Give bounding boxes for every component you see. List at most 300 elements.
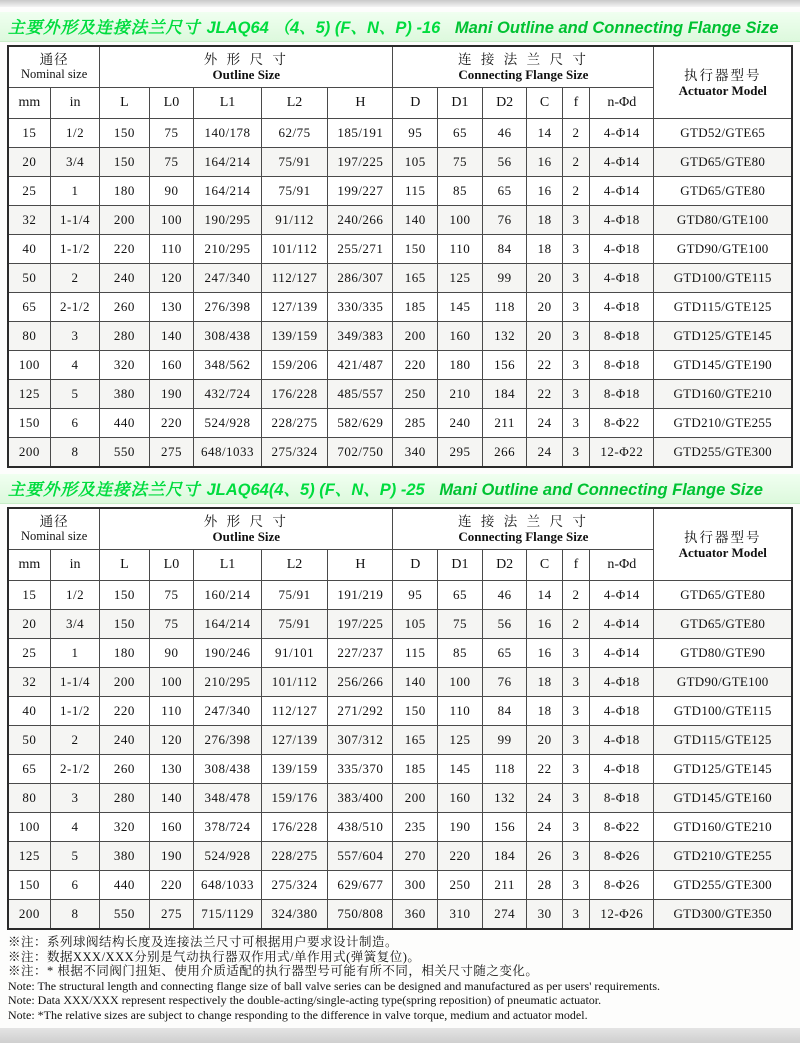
header-actuator-zh: 执行器型号 — [683, 67, 762, 83]
table-cell: 8-Φ26 — [590, 871, 654, 900]
table-cell: 3/4 — [50, 610, 99, 639]
table-cell: 240/266 — [328, 206, 393, 235]
table-cell: 3 — [562, 784, 589, 813]
table-cell: 145 — [438, 293, 483, 322]
header-actuator-model — [654, 46, 792, 119]
table-cell: 120 — [149, 264, 194, 293]
table-cell: 15 — [8, 119, 50, 148]
table-cell: 105 — [393, 610, 438, 639]
table-cell: 250 — [393, 380, 438, 409]
table-cell: 1/2 — [50, 581, 99, 610]
table-cell: 6 — [50, 409, 99, 438]
table-cell: 140 — [393, 206, 438, 235]
table-cell: 100 — [8, 813, 50, 842]
header-outline-zh: 外 形 尺 寸 — [203, 52, 289, 67]
table-cell: 159/176 — [261, 784, 328, 813]
table-cell: 4-Φ14 — [590, 177, 654, 206]
table-cell: 276/398 — [194, 293, 261, 322]
table-cell: 75/91 — [261, 177, 328, 206]
table-cell: 65 — [8, 755, 50, 784]
table-cell: 3 — [562, 726, 589, 755]
table-cell: 28 — [527, 871, 562, 900]
table-cell: 8 — [50, 900, 99, 930]
table-cell: 18 — [527, 206, 562, 235]
table-cell: 320 — [100, 813, 149, 842]
col-n-phi-d: n-Φd — [590, 88, 654, 119]
table-cell: 12-Φ26 — [590, 900, 654, 930]
table-cell: 3 — [562, 871, 589, 900]
table-cell: 274 — [482, 900, 527, 930]
table-cell: 227/237 — [328, 639, 393, 668]
table-cell: 340 — [393, 438, 438, 468]
header-nominal-zh: 通径 — [39, 514, 69, 529]
table-cell: 348/562 — [194, 351, 261, 380]
table-row — [8, 610, 792, 639]
table-cell: 32 — [8, 206, 50, 235]
table-cell: 240 — [100, 264, 149, 293]
col-L1: L1 — [194, 550, 261, 581]
table-cell: 4 — [50, 351, 99, 380]
table-body-pn25 — [8, 581, 792, 930]
table-cell: 4-Φ18 — [590, 264, 654, 293]
table-cell: 3 — [562, 438, 589, 468]
table-cell: 270 — [393, 842, 438, 871]
table-cell: 130 — [149, 755, 194, 784]
table-cell: 127/139 — [261, 726, 328, 755]
table-cell: 40 — [8, 697, 50, 726]
table-cell: 4-Φ18 — [590, 755, 654, 784]
table-cell: 140/178 — [194, 119, 261, 148]
table-cell: 300 — [393, 871, 438, 900]
title-model-code: JLAQ64 （4、5) (F、N、P) -16 — [206, 19, 441, 37]
table-cell: 2-1/2 — [50, 755, 99, 784]
table-cell: 440 — [100, 409, 149, 438]
table-cell: 310 — [438, 900, 483, 930]
table-cell: 150 — [100, 581, 149, 610]
table-cell: 3 — [562, 322, 589, 351]
table-cell: 75 — [149, 119, 194, 148]
table-cell: 164/214 — [194, 148, 261, 177]
table-cell: 4-Φ14 — [590, 148, 654, 177]
table-cell: 185/191 — [328, 119, 393, 148]
table-cell: 120 — [149, 726, 194, 755]
table-cell: 185 — [393, 293, 438, 322]
table-cell: 550 — [100, 438, 149, 468]
footnotes — [8, 935, 792, 1022]
table-cell: 184 — [482, 380, 527, 409]
actuator-model-cell: GTD300/GTE350 — [654, 900, 792, 930]
table-cell: 150 — [393, 697, 438, 726]
actuator-model-cell: GTD100/GTE115 — [654, 264, 792, 293]
table-cell: 200 — [393, 784, 438, 813]
table-row — [8, 235, 792, 264]
table-cell: 2-1/2 — [50, 293, 99, 322]
scan-top-strip — [0, 0, 800, 7]
table-cell: 3 — [562, 813, 589, 842]
actuator-model-cell: GTD80/GTE90 — [654, 639, 792, 668]
header-nominal-size — [8, 508, 100, 550]
table-cell: 378/724 — [194, 813, 261, 842]
table-cell: 275/324 — [261, 871, 328, 900]
col-D1: D1 — [438, 550, 483, 581]
table-cell: 24 — [527, 784, 562, 813]
table-cell: 421/487 — [328, 351, 393, 380]
title-en: Mani Outline and Connecting Flange Size — [439, 481, 763, 499]
table-cell: 190 — [149, 380, 194, 409]
table-row — [8, 380, 792, 409]
actuator-model-cell: GTD65/GTE80 — [654, 148, 792, 177]
table-row — [8, 581, 792, 610]
table-cell: 220 — [438, 842, 483, 871]
table-cell: 12-Φ22 — [590, 438, 654, 468]
table-cell: 85 — [438, 639, 483, 668]
table-cell: 20 — [527, 293, 562, 322]
table-cell: 211 — [482, 871, 527, 900]
table-cell: 2 — [562, 119, 589, 148]
table-cell: 100 — [149, 206, 194, 235]
table-row — [8, 813, 792, 842]
table-cell: 18 — [527, 697, 562, 726]
table-cell: 112/127 — [261, 697, 328, 726]
table-cell: 3 — [562, 264, 589, 293]
table-cell: 3 — [562, 668, 589, 697]
table-cell: 3 — [562, 755, 589, 784]
table-cell: 2 — [562, 581, 589, 610]
table-cell: 118 — [482, 755, 527, 784]
table-cell: 235 — [393, 813, 438, 842]
table-cell: 84 — [482, 697, 527, 726]
table-cell: 702/750 — [328, 438, 393, 468]
table-cell: 90 — [149, 177, 194, 206]
header-nominal-en: Nominal size — [20, 529, 88, 543]
table-cell: 4-Φ18 — [590, 726, 654, 755]
table-cell: 307/312 — [328, 726, 393, 755]
table-cell: 3/4 — [50, 148, 99, 177]
dimension-table-pn25 — [7, 507, 793, 930]
table-cell: 1-1/2 — [50, 697, 99, 726]
table-cell: 65 — [482, 639, 527, 668]
table-cell: 185 — [393, 755, 438, 784]
col-L1: L1 — [194, 88, 261, 119]
table-cell: 582/629 — [328, 409, 393, 438]
table-cell: 46 — [482, 119, 527, 148]
table-cell: 50 — [8, 726, 50, 755]
actuator-model-cell: GTD210/GTE255 — [654, 409, 792, 438]
table-cell: 95 — [393, 119, 438, 148]
table-cell: 40 — [8, 235, 50, 264]
header-flange-zh: 连 接 法 兰 尺 寸 — [457, 52, 589, 67]
table-cell: 4-Φ18 — [590, 206, 654, 235]
table-cell: 335/370 — [328, 755, 393, 784]
table-cell: 255/271 — [328, 235, 393, 264]
table-cell: 160 — [438, 784, 483, 813]
table-cell: 210/295 — [194, 235, 261, 264]
table-row — [8, 119, 792, 148]
table-cell: 330/335 — [328, 293, 393, 322]
table-cell: 432/724 — [194, 380, 261, 409]
table-cell: 26 — [527, 842, 562, 871]
table-cell: 220 — [149, 409, 194, 438]
table-row — [8, 842, 792, 871]
table-cell: 160/214 — [194, 581, 261, 610]
table-header — [8, 46, 792, 119]
table-cell: 150 — [393, 235, 438, 264]
table-cell: 5 — [50, 842, 99, 871]
table-cell: 3 — [50, 322, 99, 351]
table-cell: 180 — [438, 351, 483, 380]
table-cell: 550 — [100, 900, 149, 930]
header-flange-en: Connecting Flange Size — [458, 67, 589, 82]
table-cell: 200 — [8, 900, 50, 930]
table-cell: 140 — [393, 668, 438, 697]
actuator-model-cell: GTD145/GTE190 — [654, 351, 792, 380]
table-cell: 14 — [527, 119, 562, 148]
table-cell: 159/206 — [261, 351, 328, 380]
table-cell: 440 — [100, 871, 149, 900]
table-cell: 4-Φ14 — [590, 639, 654, 668]
table-cell: 3 — [562, 235, 589, 264]
table-cell: 24 — [527, 813, 562, 842]
table-cell: 80 — [8, 784, 50, 813]
header-outline-size — [100, 46, 393, 88]
actuator-model-cell: GTD160/GTE210 — [654, 813, 792, 842]
actuator-model-cell: GTD65/GTE80 — [654, 610, 792, 639]
table-cell: 3 — [562, 409, 589, 438]
table-cell: 8-Φ18 — [590, 351, 654, 380]
table-cell: 200 — [100, 668, 149, 697]
table-cell: 197/225 — [328, 148, 393, 177]
table-cell: 75 — [149, 581, 194, 610]
table-title-pn25 — [0, 474, 800, 504]
title-zh: 主要外形及连接法兰尺寸 — [8, 19, 201, 37]
table-cell: 380 — [100, 842, 149, 871]
title-zh: 主要外形及连接法兰尺寸 — [8, 481, 201, 499]
table-cell: 14 — [527, 581, 562, 610]
header-outline-en: Outline Size — [212, 67, 281, 82]
table-row — [8, 871, 792, 900]
table-cell: 275 — [149, 438, 194, 468]
table-cell: 349/383 — [328, 322, 393, 351]
col-C: C — [527, 88, 562, 119]
table-cell: 140 — [149, 784, 194, 813]
table-cell: 100 — [438, 668, 483, 697]
table-cell: 76 — [482, 206, 527, 235]
col-in: in — [50, 550, 99, 581]
table-cell: 15 — [8, 581, 50, 610]
table-cell: 32 — [8, 668, 50, 697]
table-cell: 84 — [482, 235, 527, 264]
table-cell: 1-1/2 — [50, 235, 99, 264]
table-cell: 8-Φ26 — [590, 842, 654, 871]
table-cell: 308/438 — [194, 755, 261, 784]
table-cell: 100 — [149, 668, 194, 697]
col-f: f — [562, 550, 589, 581]
actuator-model-cell: GTD210/GTE255 — [654, 842, 792, 871]
table-cell: 20 — [527, 264, 562, 293]
table-header — [8, 508, 792, 581]
table-cell: 184 — [482, 842, 527, 871]
table-cell: 110 — [149, 697, 194, 726]
table-cell: 438/510 — [328, 813, 393, 842]
table-cell: 56 — [482, 148, 527, 177]
table-cell: 164/214 — [194, 610, 261, 639]
table-cell: 260 — [100, 293, 149, 322]
note-en-1: Note: The structural length and connecting flange size of ball valve series can be designed and manufactured as per users' requirements. — [8, 978, 661, 993]
table-cell: 18 — [527, 668, 562, 697]
table-cell: 1 — [50, 639, 99, 668]
table-cell: 150 — [8, 871, 50, 900]
col-D2: D2 — [482, 88, 527, 119]
col-L2: L2 — [261, 88, 328, 119]
table-cell: 8-Φ18 — [590, 322, 654, 351]
table-cell: 46 — [482, 581, 527, 610]
header-nominal-en: Nominal size — [20, 67, 88, 81]
table-cell: 24 — [527, 409, 562, 438]
table-cell: 165 — [393, 264, 438, 293]
table-cell: 16 — [527, 148, 562, 177]
table-cell: 100 — [8, 351, 50, 380]
table-cell: 3 — [562, 842, 589, 871]
table-cell: 266 — [482, 438, 527, 468]
table-cell: 276/398 — [194, 726, 261, 755]
table-cell: 101/112 — [261, 668, 328, 697]
table-cell: 220 — [100, 697, 149, 726]
col-L: L — [100, 88, 149, 119]
table-cell: 115 — [393, 177, 438, 206]
table-cell: 1 — [50, 177, 99, 206]
header-actuator-zh: 执行器型号 — [683, 529, 762, 545]
table-cell: 524/928 — [194, 409, 261, 438]
table-cell: 2 — [562, 177, 589, 206]
table-cell: 4-Φ18 — [590, 668, 654, 697]
table-cell: 4-Φ18 — [590, 697, 654, 726]
table-cell: 130 — [149, 293, 194, 322]
table-cell: 2 — [50, 726, 99, 755]
header-flange-size — [393, 508, 654, 550]
table-cell: 383/400 — [328, 784, 393, 813]
table-cell: 199/227 — [328, 177, 393, 206]
table-cell: 247/340 — [194, 697, 261, 726]
table-cell: 8-Φ18 — [590, 784, 654, 813]
actuator-model-cell: GTD52/GTE65 — [654, 119, 792, 148]
table-cell: 25 — [8, 639, 50, 668]
table-cell: 286/307 — [328, 264, 393, 293]
table-cell: 164/214 — [194, 177, 261, 206]
table-cell: 1-1/4 — [50, 668, 99, 697]
col-mm: mm — [8, 88, 50, 119]
header-flange-zh: 连 接 法 兰 尺 寸 — [457, 514, 589, 529]
table-cell: 6 — [50, 871, 99, 900]
table-cell: 629/677 — [328, 871, 393, 900]
table-cell: 22 — [527, 351, 562, 380]
actuator-model-cell: GTD90/GTE100 — [654, 235, 792, 264]
table-cell: 62/75 — [261, 119, 328, 148]
table-cell: 247/340 — [194, 264, 261, 293]
table-cell: 8-Φ22 — [590, 409, 654, 438]
header-actuator-en: Actuator Model — [678, 544, 767, 560]
table-cell: 3 — [562, 639, 589, 668]
table-cell: 150 — [100, 148, 149, 177]
header-outline-zh: 外 形 尺 寸 — [203, 514, 289, 529]
table-cell: 91/112 — [261, 206, 328, 235]
table-cell: 3 — [50, 784, 99, 813]
table-cell: 648/1033 — [194, 871, 261, 900]
table-cell: 105 — [393, 148, 438, 177]
table-cell: 132 — [482, 784, 527, 813]
col-H: H — [328, 88, 393, 119]
col-D2: D2 — [482, 550, 527, 581]
table-cell: 180 — [100, 177, 149, 206]
table-cell: 4-Φ14 — [590, 581, 654, 610]
table-cell: 56 — [482, 610, 527, 639]
table-cell: 4 — [50, 813, 99, 842]
actuator-model-cell: GTD255/GTE300 — [654, 871, 792, 900]
table-cell: 91/101 — [261, 639, 328, 668]
table-cell: 65 — [438, 581, 483, 610]
table-cell: 75/91 — [261, 581, 328, 610]
table-cell: 295 — [438, 438, 483, 468]
actuator-model-cell: GTD65/GTE80 — [654, 177, 792, 206]
table-cell: 160 — [149, 813, 194, 842]
table-cell: 280 — [100, 322, 149, 351]
table-cell: 20 — [527, 322, 562, 351]
col-n-phi-d: n-Φd — [590, 550, 654, 581]
table-cell: 75 — [149, 610, 194, 639]
table-cell: 275/324 — [261, 438, 328, 468]
table-row — [8, 726, 792, 755]
dimension-table-pn16 — [7, 45, 793, 468]
header-outline-size — [100, 508, 393, 550]
table-cell: 220 — [149, 871, 194, 900]
table-cell: 324/380 — [261, 900, 328, 930]
actuator-model-cell: GTD160/GTE210 — [654, 380, 792, 409]
table-cell: 250 — [438, 871, 483, 900]
table-row — [8, 639, 792, 668]
table-cell: 176/228 — [261, 813, 328, 842]
col-D1: D1 — [438, 88, 483, 119]
table-cell: 160 — [438, 322, 483, 351]
table-cell: 75 — [149, 148, 194, 177]
table-cell: 3 — [562, 293, 589, 322]
table-cell: 145 — [438, 755, 483, 784]
table-cell: 4-Φ14 — [590, 119, 654, 148]
table-cell: 2 — [50, 264, 99, 293]
table-cell: 85 — [438, 177, 483, 206]
table-cell: 220 — [393, 351, 438, 380]
note-en-2: Note: Data XXX/XXX represent respectively the double-acting/single-acting type(spring reposition) of pneumatic actuator. — [8, 993, 602, 1007]
table-cell: 240 — [438, 409, 483, 438]
table-cell: 200 — [393, 322, 438, 351]
table-cell: 3 — [562, 380, 589, 409]
table-cell: 25 — [8, 177, 50, 206]
col-D: D — [393, 550, 438, 581]
table-cell: 20 — [8, 148, 50, 177]
table-cell: 139/159 — [261, 755, 328, 784]
table-cell: 22 — [527, 380, 562, 409]
table-row — [8, 322, 792, 351]
col-L0: L0 — [149, 550, 194, 581]
table-cell: 320 — [100, 351, 149, 380]
table-cell: 2 — [562, 610, 589, 639]
table-cell: 110 — [438, 235, 483, 264]
table-cell: 16 — [527, 610, 562, 639]
table-row — [8, 784, 792, 813]
table-cell: 524/928 — [194, 842, 261, 871]
table-cell: 112/127 — [261, 264, 328, 293]
table-cell: 2 — [562, 148, 589, 177]
table-cell: 132 — [482, 322, 527, 351]
actuator-model-cell: GTD100/GTE115 — [654, 697, 792, 726]
